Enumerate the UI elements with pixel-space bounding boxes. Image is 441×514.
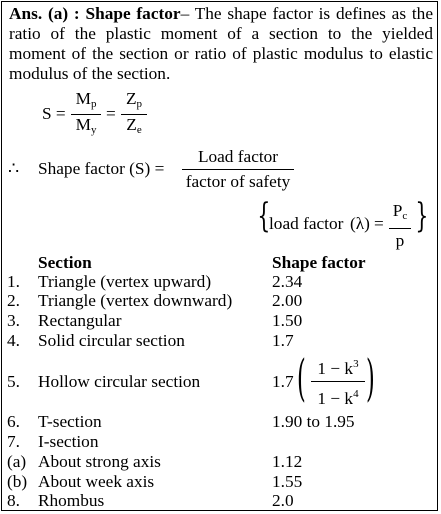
row-number: 5. — [7, 372, 20, 391]
row-shape-factor: 2.00 — [272, 291, 303, 310]
row-section: T-section — [38, 412, 102, 431]
modulus-ratio-fraction — [121, 89, 147, 140]
row-shape-factor: 1.12 — [272, 452, 303, 471]
therefore-symbol: ∴ — [8, 159, 19, 178]
lambda-equals: = — [374, 214, 384, 233]
row-section: Rhombus — [38, 491, 105, 510]
k3-exponent: 3 — [353, 358, 359, 370]
open-brace: { — [257, 196, 271, 236]
pc-symbol: P — [392, 201, 403, 220]
lambda-symbol: (λ) — [350, 214, 370, 233]
row-section: I-section — [38, 432, 99, 451]
row-number: (b) — [7, 472, 28, 491]
row-number: 8. — [7, 491, 20, 510]
row-number: 7. — [7, 432, 20, 451]
intro-text: The shape factor is defines as the ratio of the plastic moment of a section to the yielded moment of the section or ratio of plastic modulus to elastic modulus of the section. — [9, 4, 433, 83]
close-paren: ) — [366, 349, 375, 407]
row-shape-factor: 1.50 — [272, 311, 303, 330]
row-section: Rectangular — [38, 311, 122, 330]
zp-subscript: p — [136, 98, 143, 110]
formula-equals: = — [106, 104, 116, 123]
load-factor-label: load factor — [269, 214, 344, 233]
mp-symbol: M — [75, 89, 91, 108]
zp-symbol: Z — [125, 89, 137, 108]
row-section: About strong axis — [38, 452, 161, 471]
row-section: About week axis — [38, 472, 155, 491]
p-denominator: p — [395, 231, 405, 250]
ze-symbol: Z — [126, 115, 137, 134]
row-shape-factor: 2.0 — [272, 491, 294, 510]
heading-dash: – — [180, 4, 190, 23]
row-section: Solid circular section — [38, 331, 185, 350]
k4-base: 1 − k — [317, 389, 354, 408]
shape-factor-column-header: Shape factor — [272, 253, 366, 272]
row-number: 3. — [7, 311, 20, 330]
pc-subscript: c — [402, 210, 408, 222]
row-number: 2. — [7, 291, 20, 310]
row-shape-factor: 1.7 — [272, 372, 294, 391]
row-section: Triangle (vertex upward) — [38, 272, 212, 291]
row-section: Triangle (vertex downward) — [38, 291, 233, 310]
intro-paragraph — [9, 4, 433, 84]
my-subscript: y — [90, 124, 97, 136]
answer-heading: Ans. (a) : Shape factor — [9, 4, 181, 23]
row-shape-factor: 1.90 to 1.95 — [272, 412, 355, 431]
row-shape-factor: 1.7 — [272, 331, 294, 350]
close-brace: } — [415, 196, 429, 236]
load-factor-fraction — [182, 147, 294, 192]
open-paren: ( — [297, 349, 306, 407]
moment-ratio-fraction — [71, 89, 101, 140]
k4-exponent: 4 — [353, 388, 359, 400]
row-section: Hollow circular section — [38, 372, 201, 391]
row-number: (a) — [7, 452, 27, 471]
factor-of-safety-denominator: factor of safety — [185, 172, 291, 191]
ze-subscript: e — [136, 124, 142, 136]
k3-base: 1 − k — [317, 359, 354, 378]
row-number: 6. — [7, 412, 20, 431]
hollow-circle-fraction — [311, 354, 365, 409]
row-shape-factor: 1.55 — [272, 472, 303, 491]
row-number: 1. — [7, 272, 20, 291]
section-column-header: Section — [38, 253, 92, 272]
row-number: 4. — [7, 331, 20, 350]
row-shape-factor: 2.34 — [272, 272, 303, 291]
load-factor-numerator: Load factor — [197, 147, 279, 166]
shape-factor-lhs: Shape factor (S) = — [38, 159, 165, 178]
mp-subscript: p — [90, 98, 97, 110]
formula-s-lhs: S = — [42, 104, 66, 123]
my-symbol: M — [75, 115, 91, 134]
pc-over-p-fraction — [389, 201, 411, 251]
